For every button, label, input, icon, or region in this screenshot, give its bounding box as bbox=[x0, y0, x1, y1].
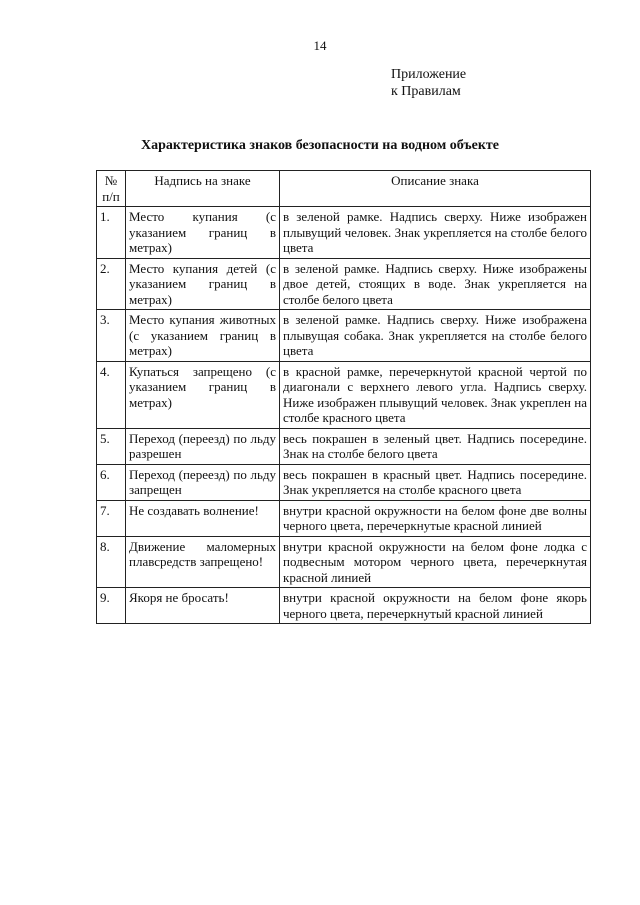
row-sign-text: Движение маломерных плавсредств запрещено! bbox=[126, 536, 280, 588]
row-num: 6. bbox=[97, 464, 126, 500]
page-number: 14 bbox=[313, 38, 327, 53]
table-row bbox=[97, 588, 591, 624]
header-num: № п/п bbox=[97, 171, 126, 207]
row-sign-text: Место купания (с указанием границ в метрах) bbox=[126, 207, 280, 259]
row-num: 2. bbox=[97, 258, 126, 310]
safety-signs-table bbox=[96, 170, 591, 624]
row-sign-description: внутри красной окружности на белом фоне лодка с подвесным мотором черного цвета, перечеркнутая красной линией bbox=[280, 536, 591, 588]
row-num: 5. bbox=[97, 428, 126, 464]
row-sign-text: Якоря не бросать! bbox=[126, 588, 280, 624]
document-title: Характеристика знаков безопасности на водном объекте bbox=[140, 138, 499, 153]
row-sign-text: Переход (переезд) по льду разрешен bbox=[126, 428, 280, 464]
appendix-label bbox=[391, 66, 466, 100]
table-row bbox=[97, 207, 591, 259]
table-row bbox=[97, 464, 591, 500]
row-sign-text: Переход (переезд) по льду запрещен bbox=[126, 464, 280, 500]
row-sign-text: Место купания животных (с указанием границ в метрах) bbox=[126, 310, 280, 362]
row-sign-description: внутри красной окружности на белом фоне якорь черного цвета, перечеркнутый красной линией bbox=[280, 588, 591, 624]
appendix-line-1: Приложение bbox=[391, 67, 467, 82]
row-num: 9. bbox=[97, 588, 126, 624]
row-sign-text: Место купания детей (с указанием границ в метрах) bbox=[126, 258, 280, 310]
table-row bbox=[97, 500, 591, 536]
header-sign-description: Описание знака bbox=[280, 171, 591, 207]
table-header-row bbox=[97, 171, 591, 207]
row-sign-text: Не создавать волнение! bbox=[126, 500, 280, 536]
table-row bbox=[97, 310, 591, 362]
header-sign-text: Надпись на знаке bbox=[126, 171, 280, 207]
row-num: 4. bbox=[97, 361, 126, 428]
row-sign-description: в зеленой рамке. Надпись сверху. Ниже изображен плывущий человек. Знак укрепляется на столбе белого цвета bbox=[280, 207, 591, 259]
row-sign-description: внутри красной окружности на белом фоне две волны черного цвета, перечеркнутые красной линией bbox=[280, 500, 591, 536]
row-sign-description: в зеленой рамке. Надпись сверху. Ниже изображены двое детей, стоящих в воде. Знак укрепляется на столбе белого цвета bbox=[280, 258, 591, 310]
table-row bbox=[97, 361, 591, 428]
row-num: 3. bbox=[97, 310, 126, 362]
table-row bbox=[97, 536, 591, 588]
row-num: 7. bbox=[97, 500, 126, 536]
row-sign-description: в красной рамке, перечеркнутой красной чертой по диагонали с верхнего левого угла. Надпись сверху. Ниже изображен плывущий человек. Знак укреплен на столбе красного цвета bbox=[280, 361, 591, 428]
table-row bbox=[97, 258, 591, 310]
row-sign-description: весь покрашен в красный цвет. Надпись посередине. Знак укрепляется на столбе красного цвета bbox=[280, 464, 591, 500]
row-num: 8. bbox=[97, 536, 126, 588]
row-sign-description: весь покрашен в зеленый цвет. Надпись посередине. Знак на столбе белого цвета bbox=[280, 428, 591, 464]
row-sign-text: Купаться запрещено (с указанием границ в метрах) bbox=[126, 361, 280, 428]
table-row bbox=[97, 428, 591, 464]
row-num: 1. bbox=[97, 207, 126, 259]
appendix-line-2: к Правилам bbox=[391, 84, 461, 99]
row-sign-description: в зеленой рамке. Надпись сверху. Ниже изображена плывущая собака. Знак укрепляется на столбе белого цвета bbox=[280, 310, 591, 362]
